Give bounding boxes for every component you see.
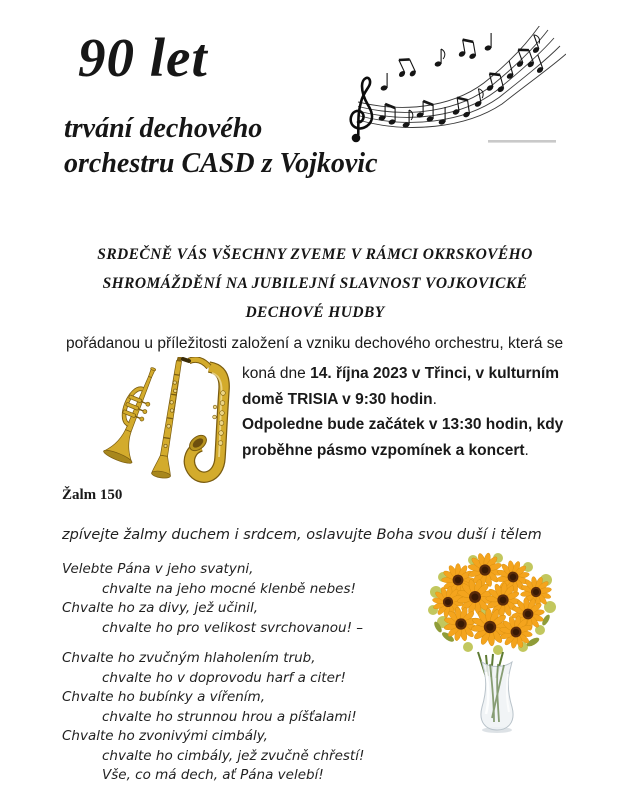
event-date-bold: 14. října 2023 v Třinci, v kulturním: [310, 365, 560, 382]
brass-instruments-illustration: [72, 357, 240, 499]
event-afternoon-bold2: proběhne pásmo vzpomínek a koncert: [242, 442, 525, 460]
page-title: 90 let: [78, 27, 208, 88]
psalm-intro: zpívejte žalmy duchem i srdcem, oslavujte Boha svou duší i tělem: [62, 527, 542, 543]
invitation-line3: DECHOVÉ HUDBY: [245, 304, 385, 321]
psalm-verses: [62, 560, 364, 786]
details-event-info: [242, 361, 563, 464]
event-afternoon-bold1: Odpoledne bude začátek v 13:30 hodin, kdy: [242, 416, 564, 434]
saxophone-icon: [183, 359, 225, 477]
music-notes-illustration: [338, 26, 566, 148]
treble-clef-icon: [351, 78, 372, 142]
sunflower-bouquet-illustration: [428, 552, 558, 737]
invitation-line2: SHROMÁŽDĚNÍ NA JUBILEJNÍ SLAVNOST VOJKOVICKÉ: [102, 275, 528, 292]
verse-line: Chvalte ho bubínky a vířením,: [62, 689, 266, 705]
sunflowers-icon: [430, 552, 556, 651]
verse-line: Chvalte ho zvonivými cimbály,: [62, 728, 268, 744]
psalm-heading: Žalm 150: [62, 487, 123, 503]
verse-line: Chvalte ho za divy, jež učinil,: [62, 600, 258, 616]
verse-line: chvalte ho v doprovodu harf a citer!: [102, 669, 346, 686]
verse-line: Velebte Pána v jeho svatyni,: [62, 561, 254, 577]
event-afternoon-line1: [242, 412, 563, 438]
subtitle-line2: orchestru CASD z Vojkovic: [64, 148, 378, 179]
event-date-prefix: koná dne: [242, 365, 311, 382]
verse-line: chvalte ho cimbály, jež zvučně chřestí!: [102, 747, 365, 764]
gray-underline: [488, 140, 556, 143]
event-venue-bold: domě TRISIA v 9:30 hodin: [242, 390, 433, 408]
psalm-stanza2: [62, 649, 364, 786]
verse-line: Chvalte ho zvučným hlaholením trub,: [62, 650, 316, 666]
details-intro-line: pořádanou u příležitosti založení a vzniku dechového orchestru, která se: [66, 335, 564, 352]
staff-lines-icon: [358, 26, 566, 127]
subtitle-line1: trvání dechového: [64, 113, 263, 144]
event-date-line: [242, 361, 563, 387]
trumpet-icon: [102, 362, 167, 465]
event-venue-period: .: [432, 390, 437, 408]
event-afternoon-line2: [242, 438, 563, 464]
verse-line: chvalte ho pro velikost svrchovanou! –: [102, 619, 364, 636]
event-venue-line: [242, 387, 563, 413]
vase-icon: [481, 662, 513, 733]
verse-line: chvalte na jeho mocné klenbě nebes!: [102, 580, 356, 597]
verse-line: chvalte ho strunnou hrou a píšťalami!: [102, 708, 357, 725]
invitation-text: [50, 240, 580, 327]
event-afternoon-period: .: [524, 442, 529, 460]
invitation-line1: SRDEČNĚ VÁS VŠECHNY ZVEME V RÁMCI OKRSKOVÉHO: [97, 246, 533, 263]
verse-line: Vše, co má dech, ať Pána velebí!: [102, 767, 324, 783]
